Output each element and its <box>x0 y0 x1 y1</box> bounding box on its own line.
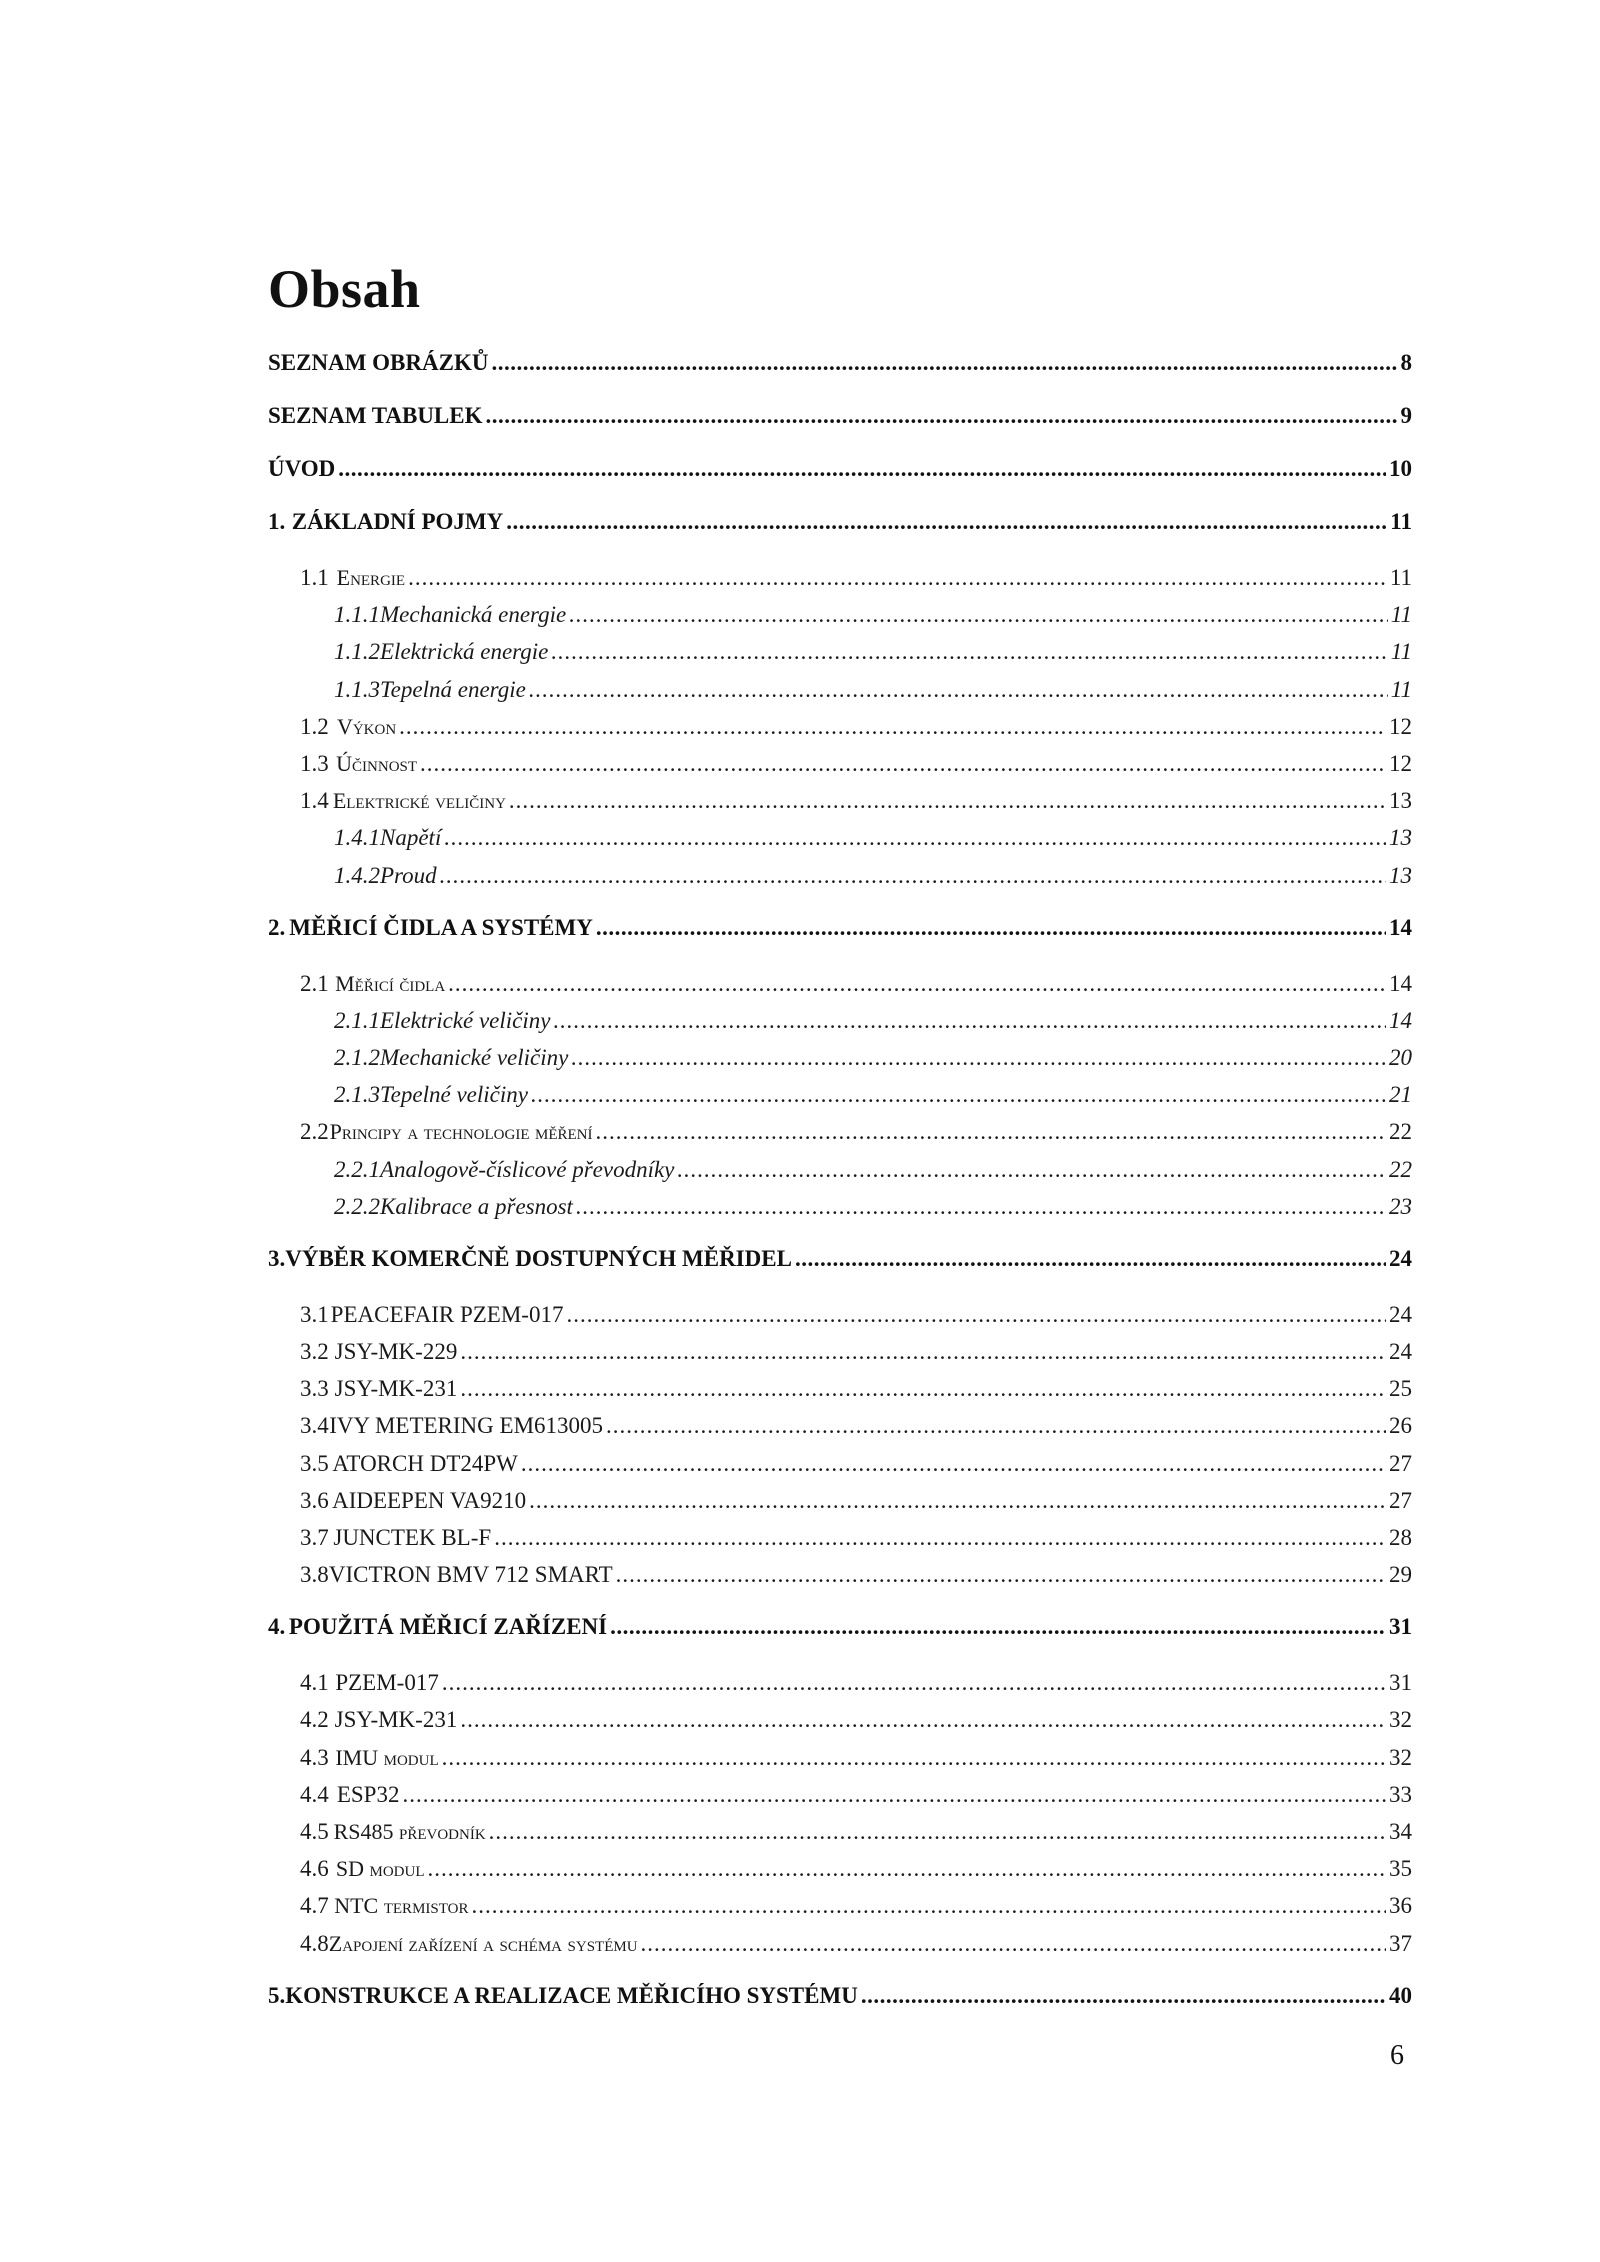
toc-dot-leader <box>551 639 1387 665</box>
toc-entry-title: Tepelné veličiny <box>380 1082 528 1108</box>
toc-dot-leader <box>569 602 1387 628</box>
toc-entry-number: 3.1 <box>300 1301 329 1327</box>
toc-entry-page: 12 <box>1389 751 1412 776</box>
toc-entry-title: Principy a technologie měření <box>329 1119 593 1145</box>
toc-entry-title: Analogově-číslicové převodníky <box>380 1156 675 1182</box>
toc-entry[interactable] <box>0 1082 1412 1108</box>
toc-entry-number: 3.3 <box>300 1376 329 1402</box>
toc-entry-number: 1.2 <box>300 713 329 739</box>
toc-entry[interactable] <box>0 350 1412 376</box>
toc-dot-leader <box>529 677 1388 703</box>
toc-entry-title: Výkon <box>336 713 397 739</box>
toc-dot-leader <box>606 1413 1386 1439</box>
toc-entry-title: Elektrické veličiny <box>332 788 506 814</box>
toc-entry-title: JUNCTEK BL-F <box>333 1525 492 1550</box>
toc-entry[interactable] <box>0 1246 1412 1272</box>
toc-entry-number: 3. <box>268 1245 286 1271</box>
toc-entry-number: 2. <box>268 914 286 940</box>
toc-entry-title: Mechanická energie <box>380 602 567 628</box>
toc-entry[interactable] <box>0 1819 1412 1845</box>
toc-entry-number: 5. <box>268 1982 286 2008</box>
toc-entry-title: Energie <box>336 565 406 590</box>
toc-entry[interactable] <box>0 1157 1412 1183</box>
toc-entry-page: 31 <box>1389 1614 1412 1640</box>
toc-entry-title: AIDEEPEN VA9210 <box>332 1487 527 1513</box>
toc-entry[interactable] <box>0 1413 1412 1439</box>
toc-entry-number: 1.1.2 <box>334 639 380 665</box>
toc-entry[interactable] <box>0 1488 1412 1514</box>
toc-entry-number: 4.8 <box>300 1930 329 1956</box>
toc-entry-title: PEACEFAIR PZEM-017 <box>330 1301 564 1327</box>
toc-entry-page: 14 <box>1389 1007 1412 1033</box>
toc-entry[interactable] <box>0 1707 1412 1733</box>
toc-entry[interactable] <box>0 1983 1412 2009</box>
toc-entry-title: JSY-MK-231 <box>334 1707 458 1733</box>
toc-entry-page: 13 <box>1389 825 1412 851</box>
toc-entry-title: Účinnost <box>336 751 418 776</box>
toc-dot-leader <box>460 1339 1386 1365</box>
toc-entry-page: 11 <box>1390 676 1412 702</box>
toc-entry[interactable] <box>0 1194 1412 1220</box>
toc-entry-page: 34 <box>1389 1819 1412 1844</box>
toc-entry-number: 3.6 <box>300 1487 329 1513</box>
toc-dot-leader <box>861 1983 1386 2009</box>
toc-entry-title: Napětí <box>380 825 442 851</box>
toc-entry[interactable] <box>0 1614 1412 1640</box>
toc-entry-number: 4.2 <box>300 1707 329 1733</box>
toc-entry-number: 2.1.3 <box>334 1082 380 1108</box>
toc-entry-title: ZÁKLADNÍ POJMY <box>291 509 504 534</box>
toc-entry[interactable] <box>0 565 1412 591</box>
toc-entry-title: SD modul <box>335 1856 425 1882</box>
toc-dot-leader <box>553 1008 1386 1034</box>
page-title: Obsah <box>268 259 421 319</box>
toc-entry[interactable] <box>0 714 1412 740</box>
toc-entry[interactable] <box>0 1451 1412 1477</box>
toc-dot-leader <box>460 1376 1386 1402</box>
toc-entry-title: IVY METERING EM613005 <box>329 1413 604 1439</box>
toc-entry-number: 4.6 <box>300 1856 329 1882</box>
toc-entry-page: 28 <box>1389 1525 1412 1550</box>
toc-entry-number: 1.4.1 <box>334 825 380 851</box>
toc-entry[interactable] <box>0 1045 1412 1071</box>
toc-entry[interactable] <box>0 788 1412 814</box>
toc-dot-leader <box>402 1782 1386 1808</box>
toc-entry-title: ÚVOD <box>268 456 336 481</box>
toc-entry[interactable] <box>0 509 1412 535</box>
toc-entry-number: 2.1 <box>300 970 329 996</box>
toc-entry[interactable] <box>0 403 1412 429</box>
toc-dot-leader <box>595 1119 1386 1145</box>
toc-entry-page: 24 <box>1389 1245 1412 1271</box>
toc-entry-number: 4.7 <box>300 1893 329 1919</box>
toc-entry-number: 1.4 <box>300 788 329 814</box>
toc-entry-title: JSY-MK-231 <box>334 1376 458 1402</box>
toc-entry-title: POUŽITÁ MĚŘICÍ ZAŘÍZENÍ <box>288 1614 608 1640</box>
toc-entry-title: VICTRON BMV 712 SMART <box>328 1562 613 1588</box>
toc-entry[interactable] <box>0 602 1412 628</box>
toc-dot-leader <box>420 751 1386 777</box>
toc-dot-leader <box>529 1488 1386 1514</box>
toc-entry-title: Měřicí čidla <box>335 970 446 996</box>
toc-dot-leader <box>486 403 1398 429</box>
toc-dot-leader <box>677 1157 1386 1183</box>
toc-entry-page: 8 <box>1400 350 1412 375</box>
toc-entry-number: 2.1.1 <box>334 1007 380 1033</box>
toc-entry-title: ESP32 <box>336 1781 400 1807</box>
toc-entry[interactable] <box>0 677 1412 703</box>
toc-dot-leader <box>531 1082 1386 1108</box>
toc-entry-page: 22 <box>1389 1119 1412 1145</box>
toc-entry-number: 2.1.2 <box>334 1045 380 1070</box>
toc-dot-leader <box>440 863 1386 889</box>
toc-entry-title: VÝBĚR KOMERČNĚ DOSTUPNÝCH MĚŘIDEL <box>285 1245 792 1271</box>
toc-dot-leader <box>616 1562 1386 1588</box>
toc-entry-number: 3.4 <box>300 1413 329 1439</box>
toc-entry-page: 22 <box>1389 1156 1412 1182</box>
toc-entry[interactable] <box>0 863 1412 889</box>
toc-entry[interactable] <box>0 1008 1412 1034</box>
toc-entry[interactable] <box>0 915 1412 941</box>
toc-entry-page: 33 <box>1389 1781 1412 1807</box>
toc-dot-leader <box>494 1525 1386 1551</box>
toc-entry[interactable] <box>0 1119 1412 1145</box>
toc-dot-leader <box>566 1302 1386 1328</box>
toc-dot-leader <box>399 714 1386 740</box>
toc-entry-number: 1.1.1 <box>334 602 380 628</box>
toc-entry[interactable] <box>0 971 1412 997</box>
toc-entry[interactable] <box>0 1302 1412 1328</box>
toc-entry-page: 11 <box>1390 639 1412 665</box>
toc-entry-page: 31 <box>1389 1670 1412 1696</box>
toc-entry-title: Proud <box>380 862 437 888</box>
toc-entry-title: MĚŘICÍ ČIDLA A SYSTÉMY <box>289 914 593 940</box>
toc-dot-leader <box>506 509 1387 535</box>
toc-dot-leader <box>521 1451 1386 1477</box>
toc-entry[interactable] <box>0 825 1412 851</box>
toc-entry-number: 1. <box>268 509 286 534</box>
toc-dot-leader <box>509 788 1386 814</box>
toc-entry-page: 29 <box>1389 1562 1412 1588</box>
toc-entry[interactable] <box>0 1376 1412 1402</box>
toc-entry[interactable] <box>0 456 1412 482</box>
toc-dot-leader <box>610 1614 1386 1640</box>
toc-entry-page: 11 <box>1390 509 1412 534</box>
toc-entry[interactable] <box>0 1782 1412 1808</box>
toc-dot-leader <box>408 565 1387 591</box>
toc-entry-page: 27 <box>1389 1450 1412 1476</box>
toc-entry-number: 4.4 <box>300 1781 329 1807</box>
toc-entry-number: 1.4.2 <box>334 862 380 888</box>
toc-entry-title: ATORCH DT24PW <box>332 1450 518 1476</box>
toc-entry-page: 21 <box>1389 1082 1412 1108</box>
page-number: 6 <box>1390 2040 1404 2071</box>
toc-entry-number: 4. <box>268 1614 286 1640</box>
toc-entry-page: 27 <box>1389 1487 1412 1513</box>
toc-entry[interactable] <box>0 639 1412 665</box>
toc-entry-page: 11 <box>1389 565 1412 590</box>
toc-entry-title: SEZNAM TABULEK <box>268 403 483 428</box>
toc-entry[interactable] <box>0 1893 1412 1919</box>
toc-entry-title: SEZNAM OBRÁZKŮ <box>268 350 489 375</box>
toc-entry-number: 4.5 <box>300 1819 329 1844</box>
toc-entry-page: 11 <box>1390 602 1412 628</box>
toc-entry-number: 2.2 <box>300 1119 329 1145</box>
toc-dot-leader <box>448 971 1386 997</box>
toc-entry-title: JSY-MK-229 <box>334 1339 458 1364</box>
toc-entry-page: 14 <box>1389 970 1412 996</box>
toc-entry-page: 13 <box>1389 862 1412 888</box>
toc-entry-title: RS485 převodník <box>333 1819 486 1844</box>
toc-entry-title: Kalibrace a přesnost <box>380 1193 573 1219</box>
toc-entry[interactable] <box>0 751 1412 777</box>
toc-entry[interactable] <box>0 1339 1412 1365</box>
toc-dot-leader <box>596 915 1386 941</box>
toc-entry-number: 1.3 <box>300 751 329 776</box>
toc-entry-number: 1.1 <box>300 565 329 590</box>
toc-entry-title: PZEM-017 <box>335 1670 439 1696</box>
toc-entry-page: 40 <box>1389 1982 1412 2008</box>
toc-entry[interactable] <box>0 1856 1412 1882</box>
toc-entry-page: 35 <box>1389 1856 1412 1882</box>
toc-entry-title: KONSTRUKCE A REALIZACE MĚŘICÍHO SYSTÉMU <box>285 1982 858 2008</box>
toc-dot-leader <box>442 1745 1386 1771</box>
toc-dot-leader <box>641 1931 1386 1957</box>
toc-entry-page: 12 <box>1389 713 1412 739</box>
toc-entry-page: 37 <box>1389 1930 1412 1956</box>
toc-dot-leader <box>489 1819 1386 1845</box>
toc-entry-number: 3.8 <box>300 1562 329 1588</box>
toc-entry-page: 9 <box>1400 403 1412 428</box>
toc-dot-leader <box>471 1893 1386 1919</box>
toc-entry-title: Elektrické veličiny <box>380 1007 551 1033</box>
toc-entry-number: 3.7 <box>300 1525 329 1550</box>
toc-entry[interactable] <box>0 1931 1412 1957</box>
toc-entry-page: 13 <box>1389 788 1412 814</box>
toc-dot-leader <box>576 1194 1386 1220</box>
toc-entry-number: 2.2.2 <box>334 1193 380 1219</box>
toc-entry-page: 14 <box>1389 914 1412 940</box>
toc-entry-number: 4.1 <box>300 1670 329 1696</box>
toc-entry-title: Mechanické veličiny <box>380 1045 569 1070</box>
toc-entry[interactable] <box>0 1745 1412 1771</box>
toc-entry-page: 23 <box>1389 1193 1412 1219</box>
toc-dot-leader <box>338 456 1386 482</box>
toc-dot-leader <box>571 1045 1386 1071</box>
toc-dot-leader <box>491 350 1397 376</box>
toc-entry-page: 20 <box>1389 1045 1412 1070</box>
toc-dot-leader <box>460 1707 1386 1733</box>
toc-dot-leader <box>795 1246 1386 1272</box>
toc-entry-title: Tepelná energie <box>380 676 526 702</box>
toc-entry-title: Zapojení zařízení a schéma systému <box>328 1930 638 1956</box>
toc-entry[interactable] <box>0 1525 1412 1551</box>
toc-entry-title: IMU modul <box>335 1744 439 1770</box>
toc-entry-page: 26 <box>1389 1413 1412 1439</box>
toc-entry-page: 32 <box>1389 1744 1412 1770</box>
toc-entry-page: 36 <box>1389 1893 1412 1919</box>
toc-entry-title: Elektrická energie <box>380 639 549 665</box>
toc-entry-page: 24 <box>1389 1339 1412 1364</box>
toc-entry-number: 1.1.3 <box>334 676 380 702</box>
toc-entry[interactable] <box>0 1670 1412 1696</box>
toc-dot-leader <box>444 825 1386 851</box>
toc-entry-number: 3.2 <box>300 1339 329 1364</box>
toc-entry-number: 2.2.1 <box>334 1156 380 1182</box>
toc-entry-number: 4.3 <box>300 1744 329 1770</box>
toc-dot-leader <box>442 1670 1386 1696</box>
toc-entry-page: 25 <box>1389 1376 1412 1402</box>
toc-dot-leader <box>428 1856 1387 1882</box>
toc-entry[interactable] <box>0 1562 1412 1588</box>
toc-entry-page: 24 <box>1389 1301 1412 1327</box>
toc-entry-number: 3.5 <box>300 1450 329 1476</box>
toc-entry-title: NTC termistor <box>334 1893 469 1919</box>
toc-entry-page: 32 <box>1389 1707 1412 1733</box>
toc-entry-page: 10 <box>1389 456 1412 481</box>
